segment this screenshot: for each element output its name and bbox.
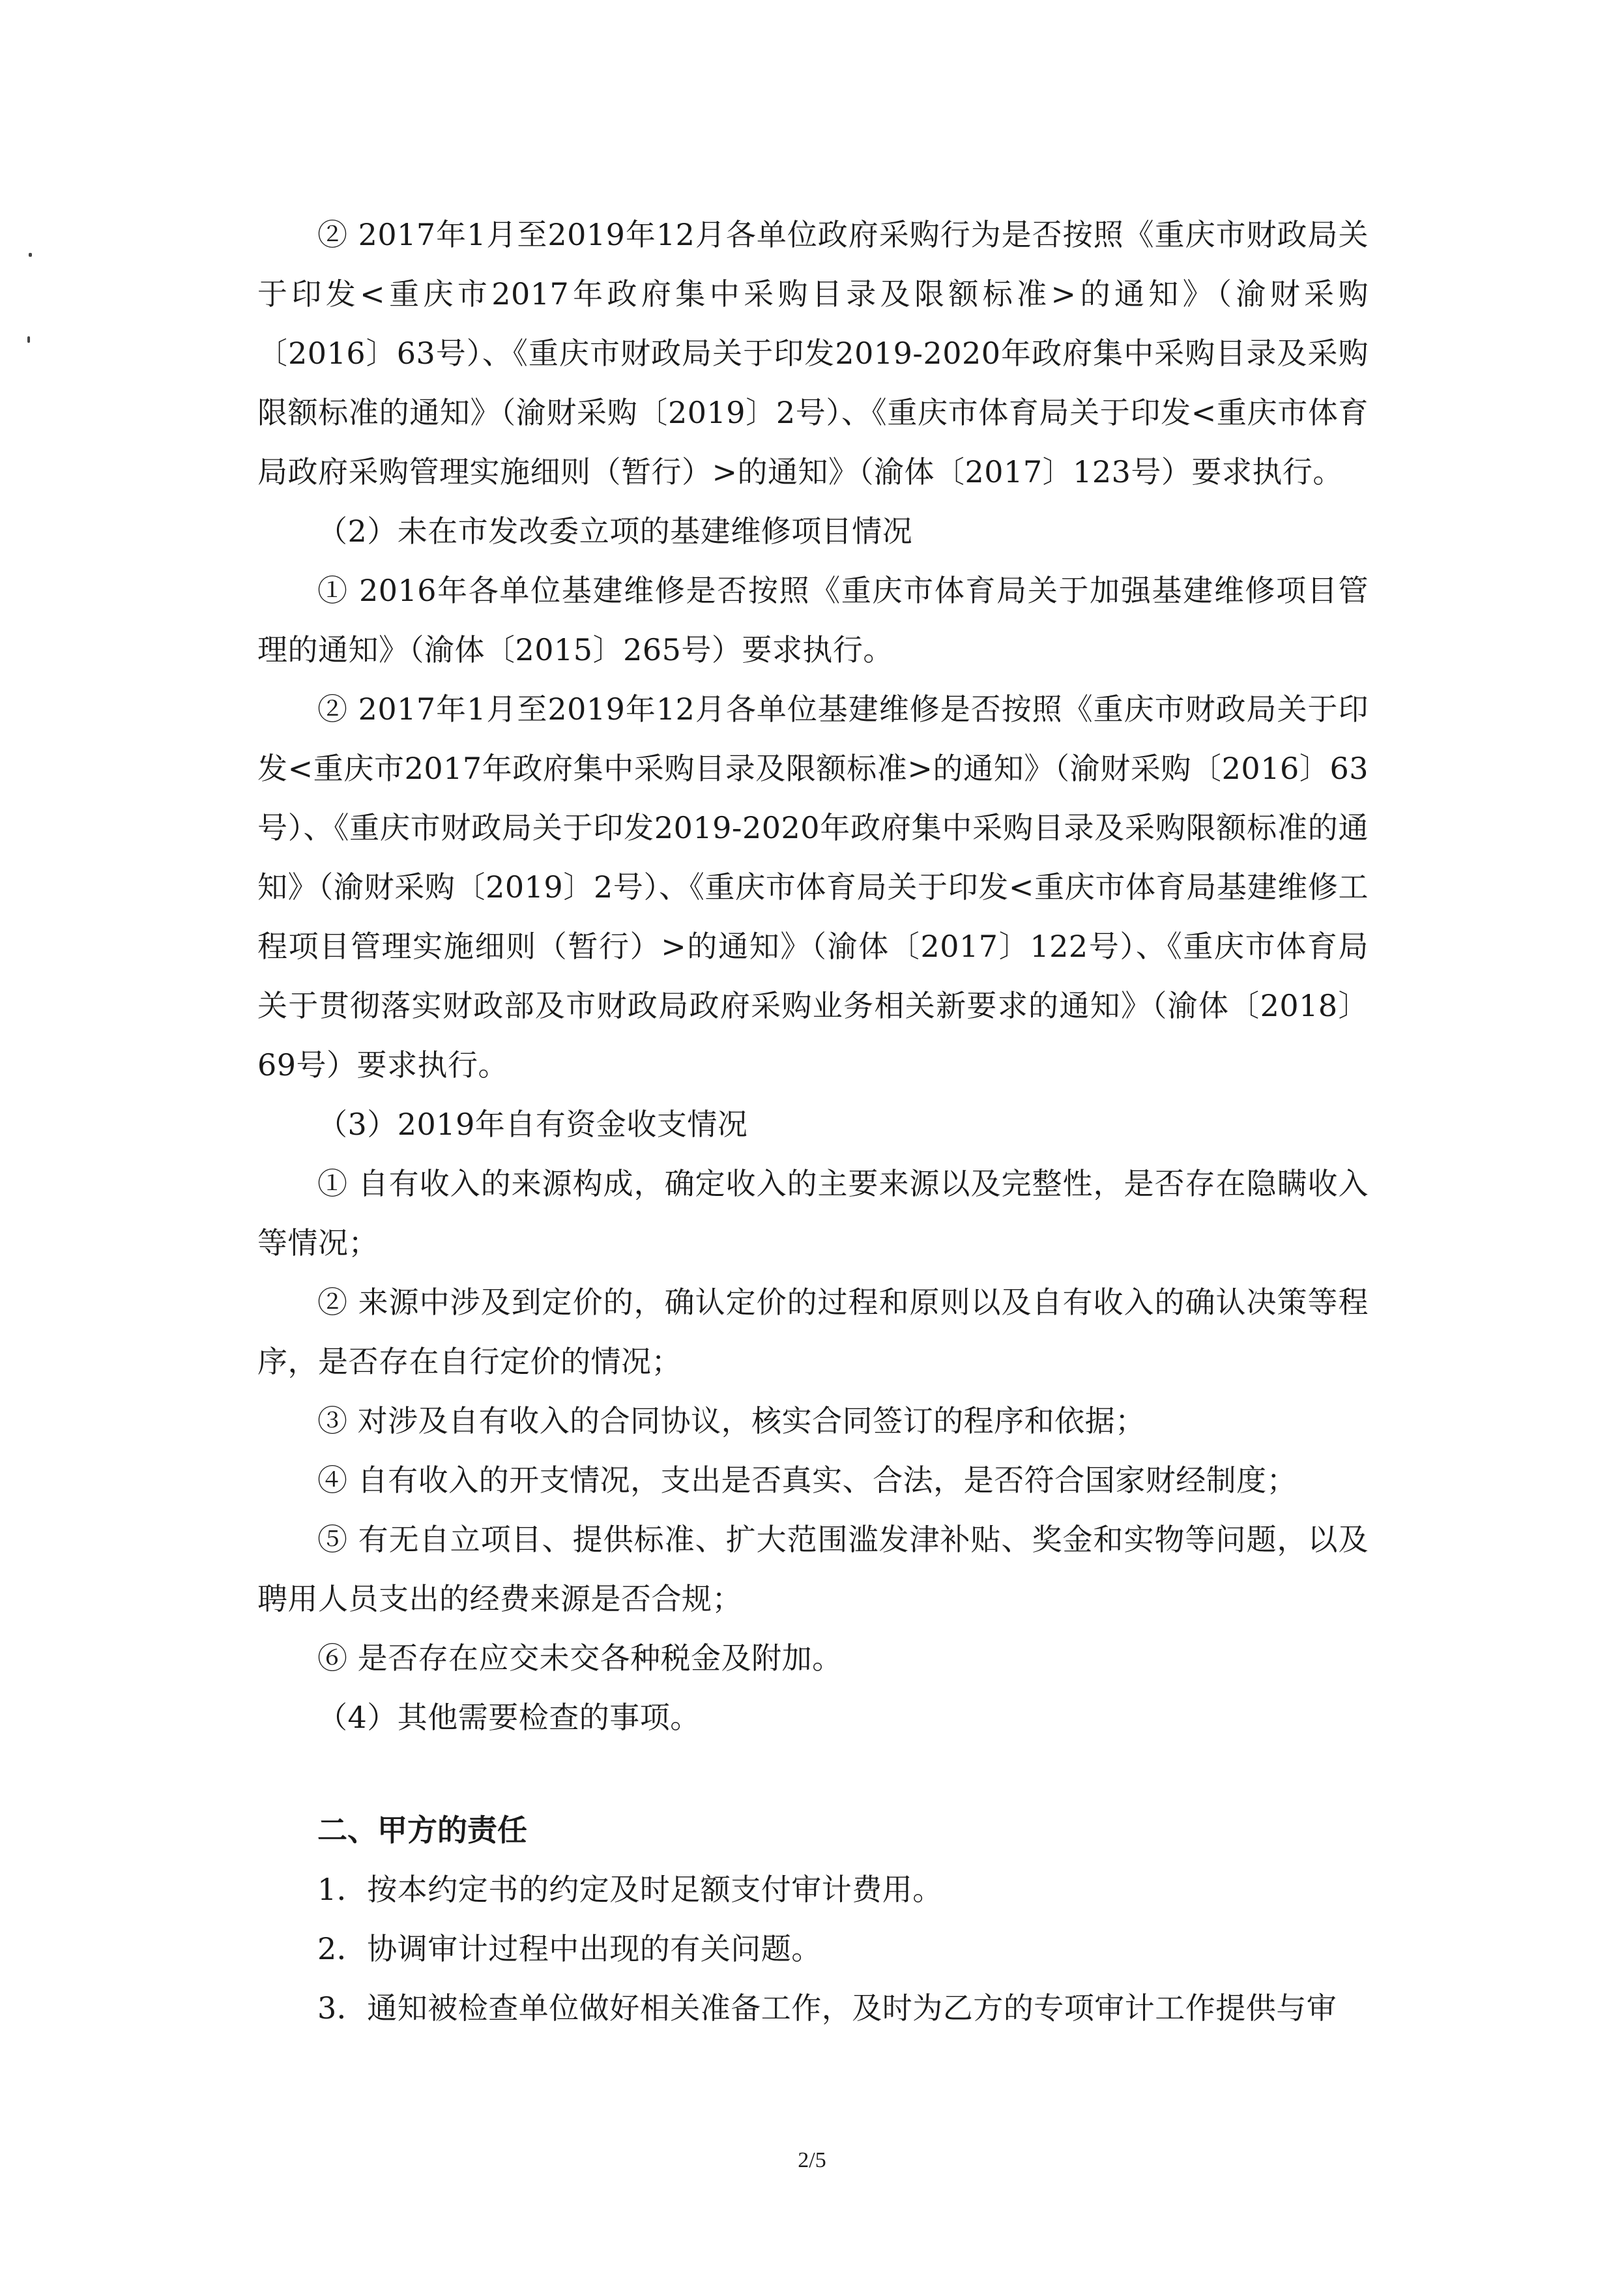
paragraph-pricing: ② 来源中涉及到定价的，确认定价的过程和原则以及自有收入的确认决策等程序，是否存在自行定价的情况； xyxy=(257,1285,1369,1379)
paragraph-contracts: ③ 对涉及自有收入的合同协议，核实合同签订的程序和依据； xyxy=(317,1403,1146,1438)
scan-artifact xyxy=(27,336,30,343)
list-item: 2．协调审计过程中出现的有关问题。 xyxy=(317,1931,822,1966)
paragraph-maintenance-2016: ① 2016年各单位基建维修是否按照《重庆市体育局关于加强基建维修项目管理的通知》（渝体〔2015〕265号）要求执行。 xyxy=(257,573,1369,667)
section-heading-party-a: 二、甲方的责任 xyxy=(317,1813,527,1848)
section-spacer xyxy=(257,1747,1369,1801)
list-item: 1．按本约定书的约定及时足额支付审计费用。 xyxy=(317,1872,943,1907)
subsection-heading-4: （4）其他需要检查的事项。 xyxy=(317,1700,701,1735)
subsection-heading-3: （3）2019年自有资金收支情况 xyxy=(317,1107,748,1142)
list-item: 3．通知被检查单位做好相关准备工作，及时为乙方的专项审计工作提供与审 xyxy=(317,1990,1337,2026)
scan-artifact xyxy=(29,253,32,257)
document-body xyxy=(257,205,1369,2038)
paragraph-subsidies: ⑤ 有无自立项目、提供标准、扩大范围滥发津补贴、奖金和实物等问题，以及聘用人员支出的经费来源是否合规； xyxy=(257,1522,1369,1616)
paragraph-expenditure: ④ 自有收入的开支情况，支出是否真实、合法，是否符合国家财经制度； xyxy=(317,1463,1298,1498)
paragraph-procurement-2017-2019: ② 2017年1月至2019年12月各单位政府采购行为是否按照《重庆市财政局关于印发<重庆市2017年政府集中采购目录及限额标准>的通知》（渝财采购〔2016〕63号）、《重庆市财政局关于印发2019-2020年政府集中采购目录及采购限额标准的通知》（渝财采购〔2019〕2号）、《重庆市体育局关于印发<重庆市体育局政府采购管理实施细则（暂行）>的通知》（渝体〔2017〕123号）要求执行。 xyxy=(257,217,1369,489)
page-number: 2/5 xyxy=(798,2148,826,2172)
paragraph-income-sources: ① 自有收入的来源构成，确定收入的主要来源以及完整性，是否存在隐瞒收入等情况； xyxy=(257,1166,1369,1260)
subsection-heading-2: （2）未在市发改委立项的基建维修项目情况 xyxy=(317,514,913,549)
paragraph-maintenance-2017-2019: ② 2017年1月至2019年12月各单位基建维修是否按照《重庆市财政局关于印发<重庆市2017年政府集中采购目录及限额标准>的通知》（渝财采购〔2016〕63号）、《重庆市财政局关于印发2019-2020年政府集中采购目录及采购限额标准的通知》（渝财采购〔2019〕2号）、《重庆市体育局关于印发<重庆市体育局基建维修工程项目管理实施细则（暂行）>的通知》（渝体〔2017〕122号）、《重庆市体育局关于贯彻落实财政部及市财政局政府采购业务相关新要求的通知》（渝体〔2018〕69号）要求执行。 xyxy=(257,692,1369,1083)
paragraph-taxes: ⑥ 是否存在应交未交各种税金及附加。 xyxy=(317,1640,843,1676)
